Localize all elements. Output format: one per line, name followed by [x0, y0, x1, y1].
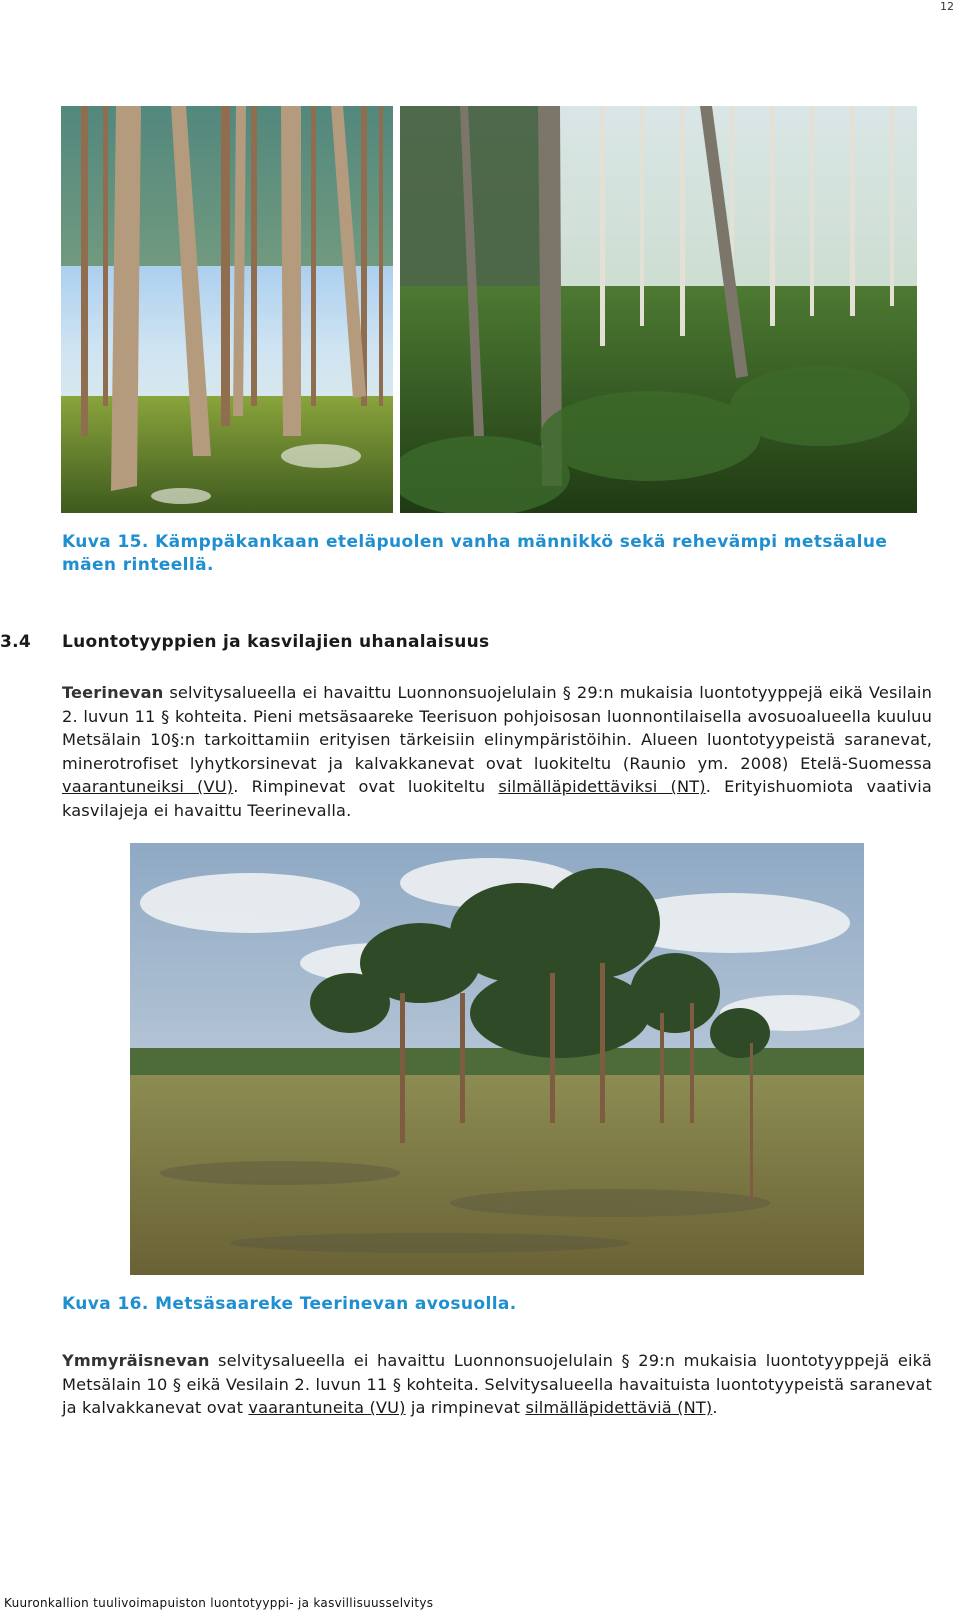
page-number: 12	[940, 0, 954, 13]
site-name-teerineva: Teerinevan	[62, 683, 164, 702]
para2-text-1: selvitysalueella ei havaittu Luonnonsuojelulain § 29:n mukaisia luontotyyppejä eikä Metsälain 10 § eikä Vesilain 2. luvun 11 § kohteita. Selvitysalueella havaituista luontotyypeistä saranevat ja kalvakkanevat ovat	[62, 1351, 932, 1418]
section-title: Luontotyyppien ja kasvilajien uhanalaisuus	[62, 632, 490, 652]
para2-text-2: ja rimpinevat	[405, 1398, 526, 1418]
photo-mire-islet	[130, 843, 864, 1275]
site-name-ymmyraisneva: Ymmyräisnevan	[62, 1351, 210, 1370]
figure-16-caption: Kuva 16. Metsäsaareke Teerinevan avosuolla.	[62, 1294, 517, 1314]
para1-text-3: . Erityishuomiota vaativia kasvilajeja ei havaittu Teerinevalla.	[62, 777, 933, 820]
figure-15-caption: Kuva 15. Kämppäkankaan eteläpuolen vanha männikkö sekä rehevämpi metsäalue mäen rinteellä.	[62, 532, 888, 575]
para1-underlined-nt: silmälläpidettäviksi (NT)	[498, 777, 706, 797]
para1-text-2: . Rimpinevat ovat luokiteltu	[233, 777, 499, 797]
para2-text-3: .	[712, 1398, 718, 1418]
para1-text-1: selvitysalueella ei havaittu Luonnonsuojelulain § 29:n mukaisia luontotyyppejä eikä Vesilain 2. luvun 11 § kohteita. Pieni metsäsaareke Teerisuon pohjoisosan luonnontilaisella avosuoalueella kuuluu Metsälain 10§:n tarkoittamiin erityisen tärkeisiin elinympäristöihin. Alueen luontotyypeistä saranevat, minerotrofiset lyhytkorsinevat ja kalvakkanevat ovat luokiteltu (Raunio ym. 2008) Etelä-Suomessa	[62, 683, 932, 773]
photo-lush-forest	[400, 106, 917, 513]
paragraph-teerineva	[62, 681, 932, 823]
section-number: 3.4	[0, 632, 32, 652]
photo-pine-forest	[61, 106, 393, 513]
page-footer: Kuuronkallion tuulivoimapuiston luontotyyppi- ja kasvillisuusselvitys	[4, 1596, 434, 1610]
para2-underlined-nt: silmälläpidettäviä (NT)	[525, 1398, 713, 1418]
paragraph-ymmyraisneva	[62, 1349, 932, 1420]
para2-underlined-vu: vaarantuneita (VU)	[248, 1398, 406, 1418]
para1-underlined-vu: vaarantuneiksi (VU)	[62, 777, 234, 797]
section-heading	[0, 632, 489, 652]
